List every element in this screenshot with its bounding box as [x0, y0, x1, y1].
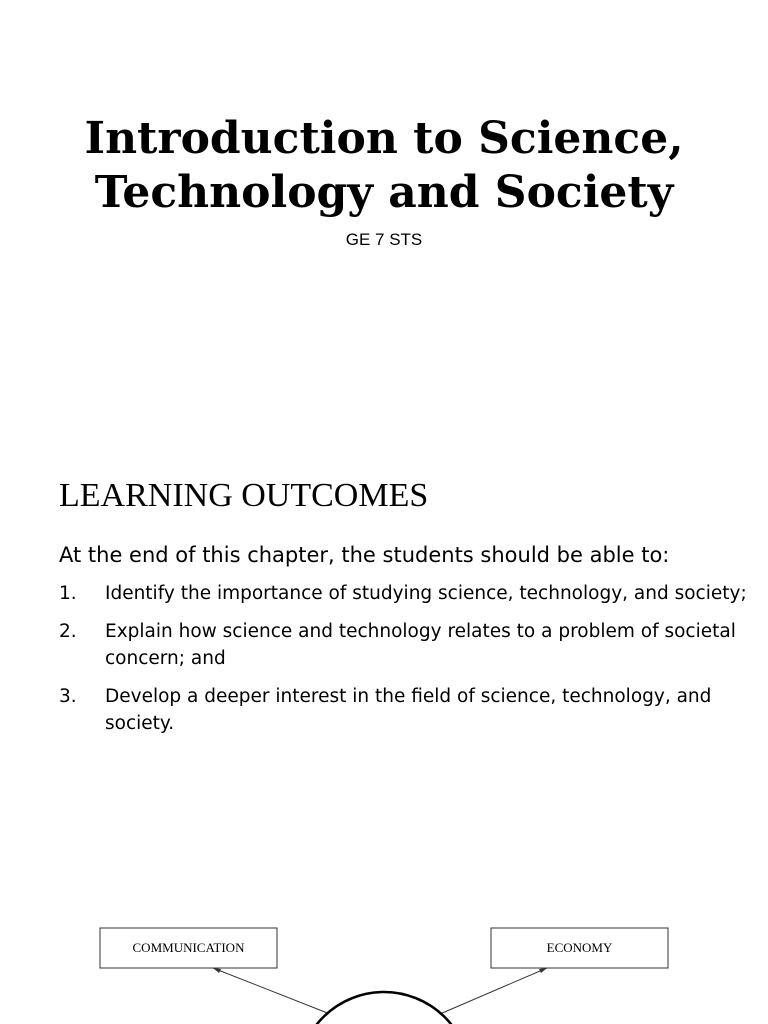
learning-outcomes-list	[59, 580, 749, 748]
learning-outcomes-heading: LEARNING OUTCOMES	[59, 477, 429, 514]
list-item-text: Explain how science and technology relates to a problem of societal concern; and	[105, 621, 736, 669]
concept-diagram	[0, 900, 768, 1024]
learning-outcomes-lead: At the end of this chapter, the students should be able to:	[59, 543, 670, 567]
list-item	[59, 683, 749, 737]
slide-title-line-1: Introduction to Science,	[84, 113, 684, 164]
slide-title	[0, 112, 768, 220]
connector-line-left	[213, 968, 330, 1014]
central-circle	[298, 992, 470, 1024]
slide-title-line-2: Technology and Society	[94, 167, 674, 218]
arrowhead-right-icon	[539, 968, 547, 973]
connector-line-right	[440, 968, 547, 1014]
list-item-text: Identify the importance of studying science, technology, and society;	[105, 583, 747, 604]
arrowhead-left-icon	[213, 968, 221, 973]
slide-subtitle: GE 7 STS	[345, 230, 423, 249]
communication-box-label: COMMUNICATION	[132, 940, 245, 955]
list-item	[59, 580, 749, 607]
economy-box-label: ECONOMY	[546, 940, 613, 955]
list-item-text: Develop a deeper interest in the field of science, technology, and society.	[105, 686, 712, 734]
list-item	[59, 618, 749, 672]
list-item-number: 2.	[59, 621, 77, 642]
list-item-number: 1.	[59, 583, 77, 604]
list-item-number: 3.	[59, 686, 77, 707]
